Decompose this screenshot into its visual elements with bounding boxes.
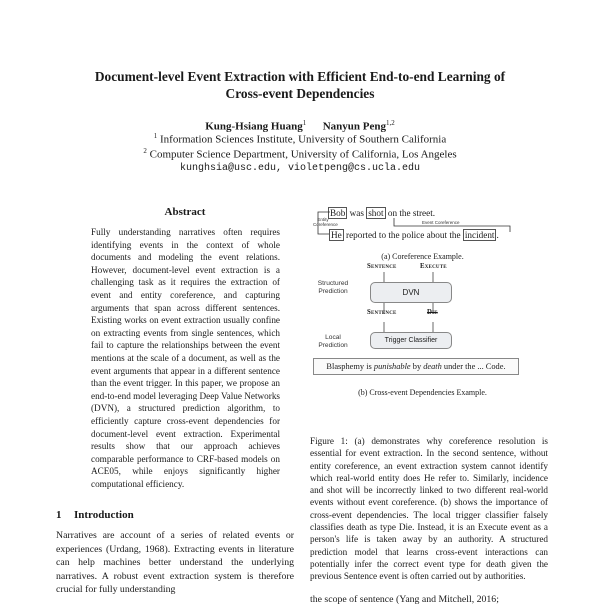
mention-incident: incident <box>464 230 495 240</box>
sentence-2-mid: reported to the police about the <box>343 230 463 240</box>
figure-caption: Figure 1: (a) demonstrates why coreference resolution is essential for event extraction. In the second sentence, without entity coreference, an event extraction system cannot identify which real-world entity does He refer to. Similarly, incidence and shot will be incorrectly linked to two different real-world events without event coreference. (b) shows the importance of cross-event dependencies. The local trigger classifier falsely classifies death as type Die. Instead, it is an Execute event as a person's life is taken away by an authority. A structured prediction model that learns cross-event interactions can potentially infer the correct event type for death given the previous Sentence event is often carried out by authorities. <box>310 436 548 582</box>
figure-sentence-2 <box>329 230 499 240</box>
abstract-body: Fully understanding narratives often requires identifying events in the context of whole documents and modeling the event relations. However, document-level event extraction is a challenging task as it requires the extraction of event and entity coreference, and capturing arguments that span across different sentences. Existing works on event extraction usually confine on extracting events from single sentences, which fail to capture the relationships between the event mentions at the scale of a document, as well as the event arguments that appear in a different sentence than the event trigger. In this paper, we propose an end-to-end model leveraging Deep Value Networks (DVN), a structured prediction algorithm, to efficiently capture cross-event dependencies for document-level event extraction. Experimental results show that our approach achieves comparable performance to CRF-based models on ACE05, while enjoys significantly higher computational efficiency. <box>91 227 280 489</box>
event-coref-label: Event Coreference <box>422 220 460 225</box>
mid-tag-die: Die <box>427 309 438 316</box>
author-2-sup: 1,2 <box>386 119 395 127</box>
dvn-box: DVN <box>370 282 452 303</box>
local-prediction-label: Local Prediction <box>318 334 348 349</box>
entity-coref-label: Entity Coreference <box>313 217 338 227</box>
input-word-death: death <box>423 362 442 371</box>
affiliation-1-sup: 1 <box>153 132 158 140</box>
input-sentence-mid: by <box>410 362 424 371</box>
subcaption-b: (b) Cross-event Dependencies Example. <box>358 388 487 397</box>
intro-heading <box>56 509 134 521</box>
output-tag-sentence: Sentence <box>367 263 397 270</box>
affiliation-2-sup: 2 <box>143 147 147 155</box>
diagram-arrows <box>360 270 470 340</box>
output-tag-execute: Execute <box>420 263 447 270</box>
author-list <box>40 119 560 133</box>
subcaption-a: (a) Coreference Example. <box>381 252 464 261</box>
intro-number: 1 <box>56 509 62 521</box>
affiliation-2-text: Computer Science Department, University of California, Los Angeles <box>149 148 457 161</box>
mention-he: He <box>331 230 342 240</box>
trigger-classifier-box: Trigger Classifier <box>370 332 452 349</box>
input-sentence-pre: Blasphemy is <box>326 362 374 371</box>
structured-prediction-label: Structured Prediction <box>317 280 349 295</box>
sentence-1-end: on the street. <box>385 208 436 218</box>
mention-bob: Bob <box>330 208 346 218</box>
abstract-heading: Abstract <box>164 206 206 218</box>
affiliation-2 <box>40 147 560 161</box>
intro-title: Introduction <box>74 509 134 521</box>
title-line-2: Cross-event Dependencies <box>225 86 375 101</box>
column-2-continuation: the scope of sentence (Yang and Mitchell, 2016; <box>310 594 499 605</box>
intro-body: Narratives are account of a series of related events or experiences (Urdang, 1968). Extracting events in literature can help machines better understand the underlying narratives. A robust event extraction system is therefore crucial for fully understanding <box>56 530 294 596</box>
affiliation-1-text: Information Sciences Institute, University of Southern California <box>160 133 447 146</box>
mid-tag-sentence: Sentence <box>367 309 397 316</box>
affiliation-1 <box>40 132 560 146</box>
input-word-punishable: punishable <box>373 362 411 371</box>
title-line-1: Document-level Event Extraction with Efficient End-to-end Learning of <box>94 69 506 84</box>
author-1-name: Kung-Hsiang Huang <box>205 120 303 133</box>
author-1-sup: 1 <box>302 119 307 127</box>
sentence-2-end: . <box>496 230 499 240</box>
paper-title <box>40 68 560 102</box>
mention-shot: shot <box>368 208 384 218</box>
author-2-name: Nanyun Peng <box>322 120 387 133</box>
input-sentence-end: under the ... Code. <box>441 362 506 371</box>
input-sentence-box <box>313 358 519 375</box>
author-emails: kunghsia@usc.edu, violetpeng@cs.ucla.edu <box>179 163 421 174</box>
sentence-1-mid: was <box>347 208 367 218</box>
